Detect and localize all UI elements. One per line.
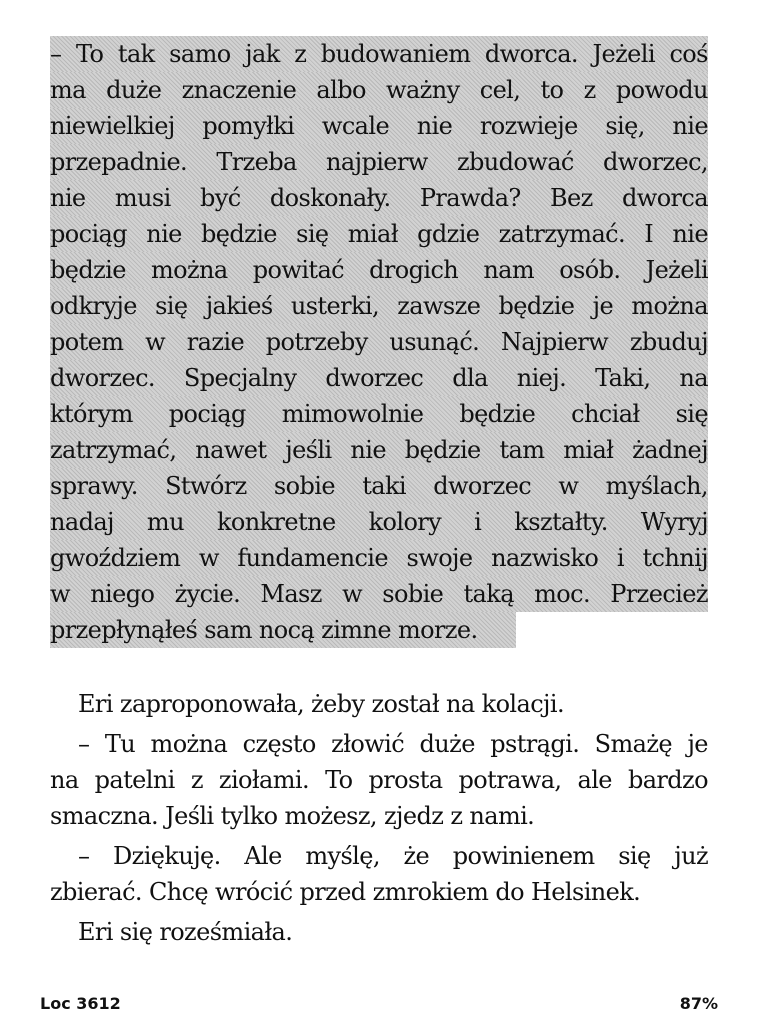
word: – (50, 40, 62, 68)
word: myślach, (605, 472, 708, 500)
word: I (644, 220, 654, 248)
word: Przecież (610, 580, 708, 608)
word: je (687, 730, 708, 758)
word: mimowolnie (281, 400, 424, 428)
word: nie (416, 112, 453, 140)
word: nam (483, 256, 535, 284)
word: duże (419, 730, 475, 758)
word: niewielkiej (50, 112, 175, 140)
paragraph-gap (50, 648, 708, 686)
highlighted-line (50, 252, 708, 288)
word: że (403, 842, 430, 870)
word: się (296, 220, 329, 248)
highlighted-line (50, 144, 708, 180)
location-indicator: Loc 3612 (40, 994, 121, 1013)
word: będzie (498, 292, 575, 320)
word: gwoździem (50, 544, 181, 572)
highlighted-line (50, 540, 708, 576)
highlighted-line (50, 72, 708, 108)
word: prosta (368, 766, 443, 794)
paragraph-line: Eri się roześmiała. (78, 918, 293, 946)
word: To (75, 40, 104, 68)
word: będzie (50, 256, 126, 284)
word: usunąć. (389, 328, 480, 356)
word: To (325, 766, 353, 794)
word: dworzec, (603, 148, 708, 176)
word: na (50, 766, 79, 794)
word: najpierw (326, 148, 428, 176)
highlighted-line: przepłynąłeś sam nocą zimne morze. (50, 612, 516, 648)
word: Stwórz (165, 472, 247, 500)
word: – (78, 842, 90, 870)
word: samo (169, 40, 231, 68)
word: potem (50, 328, 124, 356)
word: jeśli (285, 436, 332, 464)
word: Ale (244, 842, 282, 870)
word: powinienem (452, 842, 595, 870)
word: złowić (331, 730, 405, 758)
word: moc. (534, 580, 591, 608)
word: fundamencie (237, 544, 388, 572)
word: odkryje (50, 292, 137, 320)
word: Taki, (595, 364, 651, 392)
highlighted-line (50, 468, 708, 504)
word: w (145, 328, 166, 356)
word: w (558, 472, 579, 500)
word: ma (50, 76, 86, 104)
word: będzie (404, 436, 481, 464)
word: niej. (516, 364, 567, 392)
word: jak (245, 40, 280, 68)
word: miał (347, 220, 398, 248)
highlighted-line (50, 360, 708, 396)
word: zbuduj (629, 328, 708, 356)
word: potrawa, (458, 766, 562, 794)
word: pociąg (168, 400, 246, 428)
word: drogich (369, 256, 459, 284)
word: pociąg (50, 220, 128, 248)
highlighted-line (50, 288, 708, 324)
paragraph-line: smaczna. Jeśli tylko możesz, zjedz z nami. (50, 802, 535, 830)
word: chciał (571, 400, 640, 428)
word: tchnij (642, 544, 708, 572)
word: którym (50, 400, 133, 428)
word: sobie (382, 580, 444, 608)
word: Specjalny (183, 364, 297, 392)
paragraph-line (50, 838, 708, 874)
word: można (150, 730, 228, 758)
word: Jeżeli (645, 256, 708, 284)
word: zatrzymać. (498, 220, 626, 248)
word: Trzeba (216, 148, 297, 176)
word: dworzec (433, 472, 532, 500)
highlighted-line (50, 576, 708, 612)
body-text (50, 686, 708, 950)
word: to (540, 76, 564, 104)
word: nie (350, 436, 386, 464)
word: zbudować (456, 148, 574, 176)
word: być (199, 184, 241, 212)
word: Prawda? (419, 184, 521, 212)
word: miał (563, 436, 614, 464)
word: patelni (94, 766, 175, 794)
word: coś (669, 40, 708, 68)
word: budowaniem (320, 40, 471, 68)
word: powitać (252, 256, 344, 284)
word: konkretne (216, 508, 336, 536)
word: nazwisko (491, 544, 599, 572)
word: dla (452, 364, 488, 392)
word: będzie (459, 400, 536, 428)
word: żadnej (632, 436, 708, 464)
reader-footer (40, 994, 718, 1014)
word: Bez (549, 184, 593, 212)
word: powodu (615, 76, 708, 104)
word: się, (605, 112, 645, 140)
word: przepadnie. (50, 148, 188, 176)
highlighted-line (50, 396, 708, 432)
paragraph-line: Eri zaproponowała, żeby został na kolacji. (78, 690, 564, 718)
word: w (342, 580, 363, 608)
word: nie (672, 112, 708, 140)
highlighted-line (50, 432, 708, 468)
highlighted-line (50, 324, 708, 360)
word: pomyłki (202, 112, 295, 140)
word: Wyryj (640, 508, 708, 536)
paragraph-line (50, 762, 708, 798)
word: zawsze (397, 292, 481, 320)
word: życie. (174, 580, 241, 608)
word: sprawy. (50, 472, 138, 500)
word: osób. (559, 256, 621, 284)
word: można (151, 256, 228, 284)
word: niego (90, 580, 155, 608)
word: nie (50, 184, 86, 212)
word: w (50, 580, 70, 608)
word: doskonały. (269, 184, 391, 212)
word: będzie (201, 220, 277, 248)
word: jakieś (205, 292, 273, 320)
word: na (679, 364, 708, 392)
highlighted-line (50, 108, 708, 144)
word: razie (186, 328, 245, 356)
word: tak (117, 40, 155, 68)
highlighted-line (50, 180, 708, 216)
word: często (242, 730, 316, 758)
highlighted-passage[interactable] (50, 36, 708, 648)
word: musi (114, 184, 171, 212)
word: się (155, 292, 188, 320)
word: znaczenie (181, 76, 297, 104)
word: Smażę (594, 730, 673, 758)
paragraph-line (50, 726, 708, 762)
word: sobie (273, 472, 335, 500)
word: usterki, (290, 292, 379, 320)
word: dworca. (484, 40, 578, 68)
word: taki (362, 472, 406, 500)
word: nie (672, 220, 708, 248)
highlighted-line (50, 36, 708, 72)
word: kolory (368, 508, 442, 536)
word: dworca (621, 184, 708, 212)
word: i (616, 544, 624, 572)
word: bardzo (627, 766, 708, 794)
reading-page (50, 36, 708, 950)
word: nie (146, 220, 182, 248)
word: rozwieje (479, 112, 578, 140)
word: już (674, 842, 708, 870)
word: się (675, 400, 708, 428)
highlighted-line (50, 216, 708, 252)
word: albo (316, 76, 366, 104)
word: i (474, 508, 482, 536)
word: wcale (321, 112, 390, 140)
word: ważny (386, 76, 460, 104)
word: nadaj (50, 508, 114, 536)
word: je (592, 292, 614, 320)
word: swoje (406, 544, 473, 572)
word: potrzeby (265, 328, 368, 356)
word: Jeżeli (592, 40, 655, 68)
word: gdzie (417, 220, 480, 248)
word: się (618, 842, 651, 870)
word: zatrzymać, (50, 436, 177, 464)
word: kształty. (514, 508, 608, 536)
word: – (78, 730, 90, 758)
paragraph-line: zbierać. Chcę wrócić przed zmrokiem do Helsinek. (50, 878, 641, 906)
word: tam (499, 436, 545, 464)
word: Tu (104, 730, 136, 758)
word: dworzec (325, 364, 424, 392)
word: dworzec. (50, 364, 155, 392)
word: z (583, 76, 596, 104)
word: Najpierw (500, 328, 609, 356)
word: z (294, 40, 307, 68)
word: można (631, 292, 708, 320)
word: Dziękuję. (113, 842, 221, 870)
reading-progress: 87% (679, 994, 718, 1013)
word: myślę, (305, 842, 380, 870)
word: duże (106, 76, 162, 104)
word: pstrągi. (490, 730, 580, 758)
word: taką (463, 580, 514, 608)
word: ziołami. (218, 766, 310, 794)
word: nawet (195, 436, 267, 464)
word: z (190, 766, 203, 794)
word: cel, (479, 76, 521, 104)
word: Masz (260, 580, 322, 608)
highlighted-line (50, 504, 708, 540)
word: mu (146, 508, 184, 536)
word: ale (577, 766, 612, 794)
word: w (198, 544, 219, 572)
